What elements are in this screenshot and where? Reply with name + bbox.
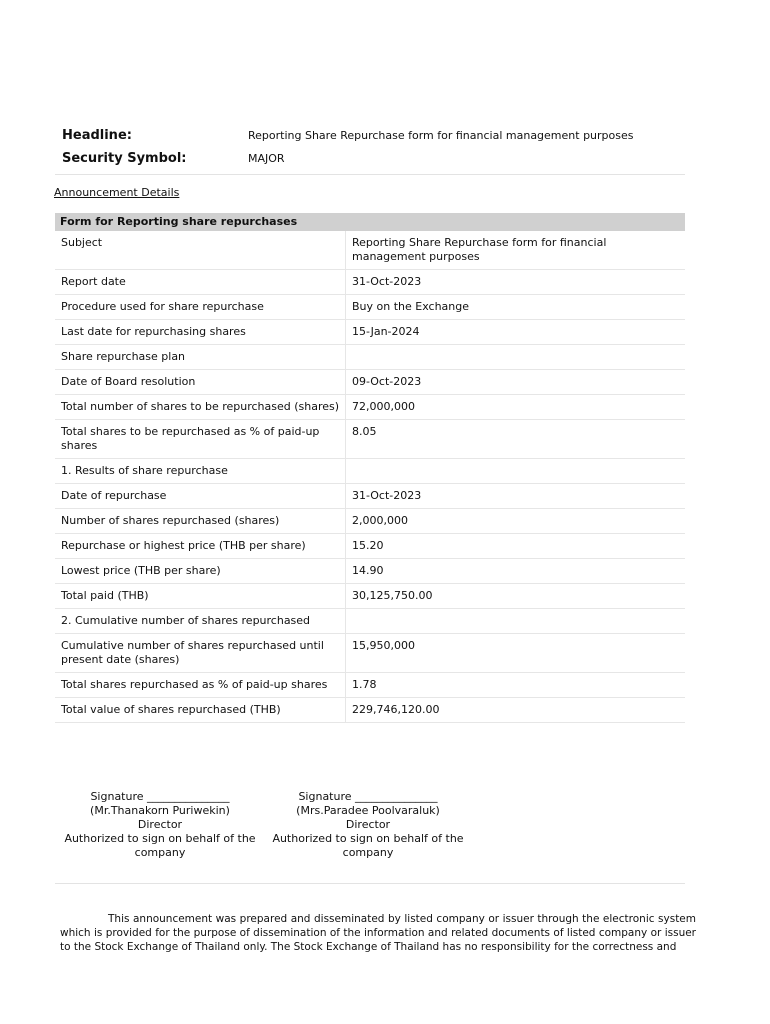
form-row [55, 634, 685, 673]
form-row [55, 484, 685, 509]
form-row [55, 673, 685, 698]
header-divider [55, 174, 685, 175]
form-row-value: 31-Oct-2023 [345, 270, 685, 294]
form-row-label: Total paid (THB) [61, 589, 149, 602]
signature-director-1 [60, 790, 260, 860]
form-row-value: 15-Jan-2024 [345, 320, 685, 344]
form-row-value: 09-Oct-2023 [345, 370, 685, 394]
announcement-header [55, 124, 685, 175]
form-row-label: 2. Cumulative number of shares repurchased [61, 614, 311, 627]
security-symbol-label: Security Symbol: [62, 151, 187, 166]
form-row-value: 72,000,000 [345, 395, 685, 419]
security-symbol-row [55, 147, 685, 170]
form-row-label: Number of shares repurchased (shares) [61, 514, 280, 527]
form-row [55, 584, 685, 609]
signatory-name: (Mrs.Paradee Poolvaraluk) [296, 804, 440, 817]
share-repurchase-form [55, 213, 685, 723]
form-row [55, 345, 685, 370]
form-row-label: Share repurchase plan [61, 350, 186, 363]
signature-line: Signature _______________ [298, 790, 438, 803]
form-row-label: Cumulative number of shares repurchased until present date (shares) [61, 639, 324, 666]
headline-value: Reporting Share Repurchase form for financial management purposes [248, 129, 634, 142]
form-row [55, 509, 685, 534]
form-row-label: 1. Results of share repurchase [61, 464, 228, 477]
form-row-value: 8.05 [345, 420, 685, 458]
signature-director-2 [268, 790, 468, 860]
form-row-label: Subject [61, 236, 103, 249]
form-row [55, 370, 685, 395]
signatory-authority-cont: company [134, 846, 186, 859]
form-row-value: 30,125,750.00 [345, 584, 685, 608]
form-row [55, 534, 685, 559]
form-row-value: 14.90 [345, 559, 685, 583]
headline-label: Headline: [62, 128, 132, 143]
form-row-value: 15,950,000 [345, 634, 685, 672]
signature-divider [55, 883, 685, 884]
form-row [55, 270, 685, 295]
form-row [55, 420, 685, 459]
form-row-label: Total number of shares to be repurchased (shares) [61, 400, 340, 413]
form-row-label: Procedure used for share repurchase [61, 300, 264, 313]
form-row-value [345, 345, 685, 369]
form-row-label: Last date for repurchasing shares [61, 325, 246, 338]
form-row-label: Date of Board resolution [61, 375, 196, 388]
form-row-value [345, 609, 685, 633]
form-row-label: Lowest price (THB per share) [61, 564, 221, 577]
form-row-value: 31-Oct-2023 [345, 484, 685, 508]
form-row [55, 559, 685, 584]
form-row [55, 295, 685, 320]
signatory-authority: Authorized to sign on behalf of the [272, 832, 464, 845]
announcement-details-title: Announcement Details [54, 186, 180, 199]
form-row-label: Date of repurchase [61, 489, 167, 502]
form-row-value [345, 459, 685, 483]
form-row-label: Repurchase or highest price (THB per share) [61, 539, 306, 552]
form-row-value: Reporting Share Repurchase form for financial management purposes [345, 231, 685, 269]
signature-line: Signature _______________ [90, 790, 230, 803]
form-row-value: 15.20 [345, 534, 685, 558]
form-title: Form for Reporting share repurchases [55, 213, 685, 231]
form-row [55, 459, 685, 484]
form-row-label: Total shares to be repurchased as % of paid-up shares [61, 425, 320, 452]
signatory-title: Director [137, 818, 183, 831]
form-row [55, 231, 685, 270]
form-row-value: 2,000,000 [345, 509, 685, 533]
signatory-title: Director [345, 818, 391, 831]
form-row [55, 609, 685, 634]
signatory-authority-cont: company [342, 846, 394, 859]
signatory-authority: Authorized to sign on behalf of the [64, 832, 256, 845]
form-row-value: Buy on the Exchange [345, 295, 685, 319]
form-row-value: 229,746,120.00 [345, 698, 685, 722]
signatory-name: (Mr.Thanakorn Puriwekin) [90, 804, 230, 817]
security-symbol-value: MAJOR [248, 152, 285, 165]
form-row-value: 1.78 [345, 673, 685, 697]
form-row-label: Total shares repurchased as % of paid-up shares [61, 678, 328, 691]
form-rows [55, 231, 685, 723]
form-row [55, 320, 685, 345]
form-row [55, 698, 685, 723]
form-row-label: Total value of shares repurchased (THB) [61, 703, 281, 716]
form-row [55, 395, 685, 420]
form-row-label: Report date [61, 275, 126, 288]
headline-row [55, 124, 685, 147]
disclaimer-text: This announcement was prepared and disseminated by listed company or issuer through the electronic system which is provided for the purpose of dissemination of the information and related documents of listed company or issuer to the Stock Exchange of Thailand only. The Stock Exchange of Thailand has no responsibility for the correctness and [60, 913, 696, 953]
